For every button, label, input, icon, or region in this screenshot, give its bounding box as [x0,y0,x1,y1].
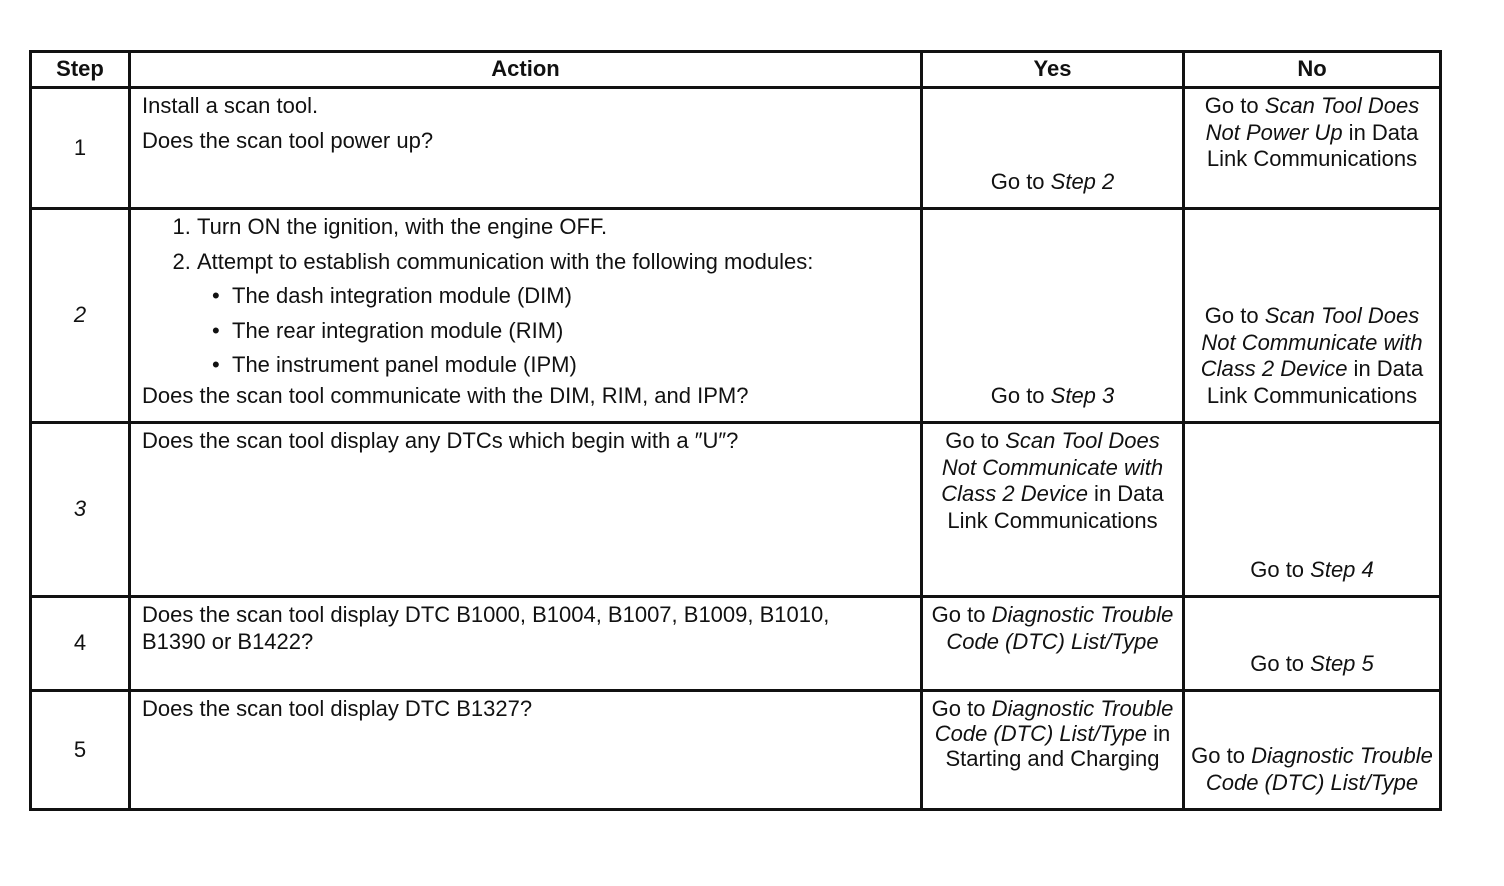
procedure-link: Diagnostic Trouble Code (DTC) List/Type [1205,743,1433,795]
procedure-link: Diagnostic Trouble Code (DTC) List/Type [934,696,1174,746]
yes-cell [922,597,1184,691]
step-link: Step 3 [1050,382,1115,408]
yes-result: Go to Scan Tool Does Not Communicate with Class 2 Device in Data Link Communications [941,428,1164,533]
step-number: 2 [31,209,130,423]
yes-cell [922,209,1184,423]
step-number: 1 [31,88,130,209]
action-step-list [142,214,910,275]
yes-cell [922,691,1184,810]
header-action: Action [130,52,922,88]
no-result: Go to Diagnostic Trouble Code (DTC) List/Type [1191,743,1433,795]
list-item: 2. Attempt to establish communication with the following modules: [197,249,910,276]
action-text: Install a scan tool. [142,93,319,118]
header-yes: Yes [922,52,1184,88]
yes-cell [922,88,1184,209]
yes-result: Go to Diagnostic Trouble Code (DTC) List/Type in Starting and Charging [931,696,1174,771]
table-row-step-2 [31,209,1441,423]
table-row-step-4 [31,597,1441,691]
yes-cell [922,423,1184,597]
yes-result: Go to Step 2 [990,168,1115,194]
action-question: Does the scan tool display any DTCs which begin with a ″U″? [142,428,739,453]
action-cell [130,597,922,691]
action-cell [130,209,922,423]
action-cell [130,423,922,597]
no-cell [1184,691,1441,810]
action-question: Does the scan tool display DTC B1327? [142,696,533,721]
step-link: Step 2 [1050,168,1115,194]
header-step: Step [31,52,130,88]
procedure-link: Scan Tool Does Not Communicate with Class 2 Device [941,428,1164,506]
step-link: Step 5 [1310,650,1374,676]
module-list [142,283,910,379]
no-cell [1184,88,1441,209]
action-question: Does the scan tool display DTC B1000, B1004, B1007, B1009, B1010, B1390 or B1422? [142,602,830,654]
list-item: • The instrument panel module (IPM) [232,352,910,379]
diagnostic-table [29,50,1442,811]
header-row [31,52,1441,88]
table-row-step-5 [31,691,1441,810]
no-cell [1184,423,1441,597]
header-no: No [1184,52,1441,88]
list-item: • The rear integration module (RIM) [232,318,910,345]
yes-result: Go to Diagnostic Trouble Code (DTC) List/Type [931,602,1174,654]
no-result: Go to Step 5 [1250,650,1374,676]
procedure-link: Diagnostic Trouble Code (DTC) List/Type [946,602,1174,654]
step-number: 3 [31,423,130,597]
procedure-link: Scan Tool Does Not Power Up [1205,93,1420,145]
list-item: • The dash integration module (DIM) [232,283,910,310]
no-cell [1184,597,1441,691]
action-cell [130,88,922,209]
table-row-step-1 [31,88,1441,209]
list-item: 1. Turn ON the ignition, with the engine OFF. [197,214,910,241]
step-number: 4 [31,597,130,691]
table-row-step-3 [31,423,1441,597]
step-link: Step 4 [1310,556,1374,582]
yes-result: Go to Step 3 [990,382,1115,408]
no-result: Go to Scan Tool Does Not Communicate with Class 2 Device in Data Link Communications [1200,303,1424,408]
action-question: Does the scan tool power up? [142,127,434,153]
procedure-link: Scan Tool Does Not Communicate with Class 2 Device [1200,303,1423,381]
step-number: 5 [31,691,130,810]
no-cell [1184,209,1441,423]
no-result: Go to Scan Tool Does Not Power Up in Data Link Communications [1204,93,1420,171]
action-question: Does the scan tool communicate with the DIM, RIM, and IPM? [142,382,749,408]
no-result: Go to Step 4 [1250,556,1374,582]
action-cell [130,691,922,810]
